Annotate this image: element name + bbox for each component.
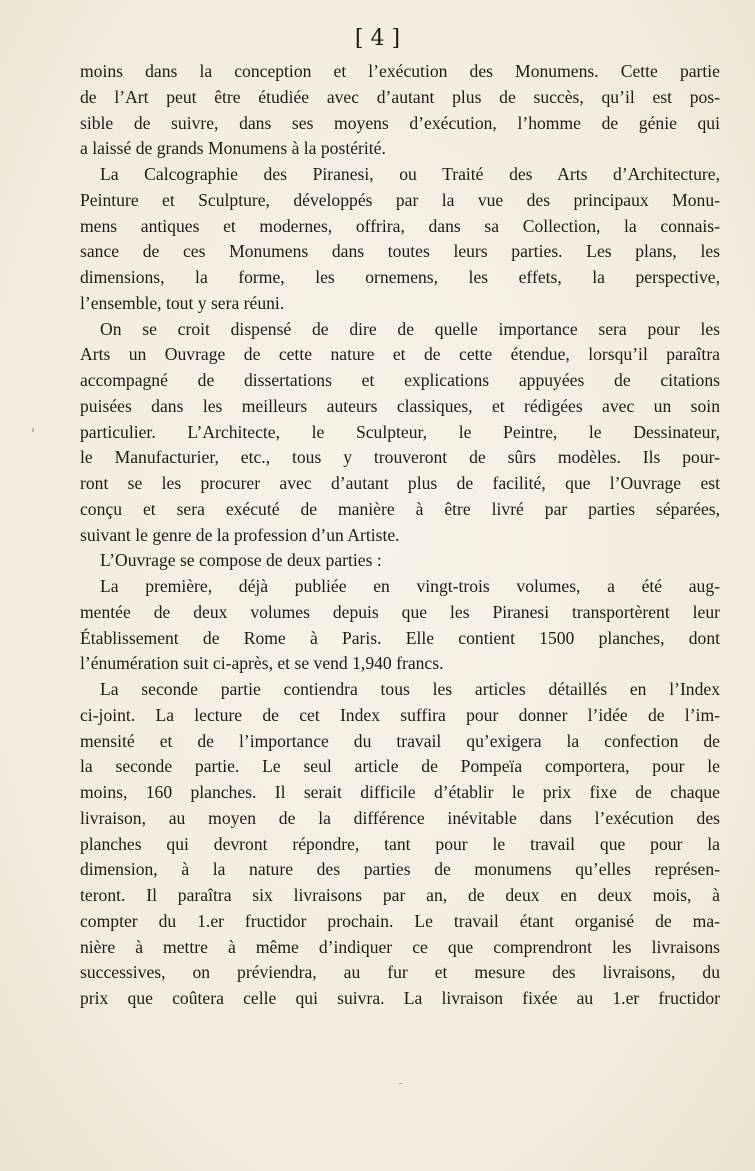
- text-line: ront se les procurer avec d’autant plus de facilité, que l’Ouvrage est: [80, 473, 720, 493]
- paragraph-first-line: La seconde partie contiendra tous les articles détaillés en l’Index: [100, 679, 720, 699]
- text-line: de l’Art peut être étudiée avec d’autant plus de succès, qu’il est pos-: [80, 86, 720, 107]
- text-line: moins, 160 planches. Il serait difficile d’établir le prix fixe de chaque: [80, 782, 720, 802]
- paragraph-first-line: La première, déjà publiée en vingt-trois volumes, a été aug-: [100, 576, 720, 596]
- text-line: Établissement de Rome à Paris. Elle contient 1500 planches, dont: [80, 627, 720, 648]
- paragraph-first-line: L’Ouvrage se compose de deux parties :: [100, 550, 382, 571]
- text-line: moins dans la conception et l’exécution des Monumens. Cette partie: [80, 61, 720, 81]
- text-line: mentée de deux volumes depuis que les Piranesi transportèrent leur: [80, 601, 720, 622]
- text-line: suivant le genre de la profession d’un Artiste.: [80, 524, 400, 545]
- text-line: prix que coûtera celle qui suivra. La livraison fixée au 1.er fructidor: [80, 988, 720, 1008]
- text-line: l’énumération suit ci-après, et se vend 1,940 francs.: [80, 653, 444, 674]
- text-line: nière à mettre à même d’indiquer ce que comprendront les livraisons: [80, 936, 720, 957]
- paper-speck: [398, 1083, 403, 1084]
- text-line: livraison, au moyen de la différence inévitable dans l’exécution des: [80, 807, 720, 828]
- text-line: le Manufacturier, etc., tous y trouveront de sûrs modèles. Ils pour-: [80, 447, 720, 468]
- text-line: mens antiques et modernes, offrira, dans sa Collection, la connais-: [80, 215, 720, 236]
- paragraph-first-line: La Calcographie des Piranesi, ou Traité des Arts d’Architecture,: [100, 164, 720, 184]
- text-line: conçu et sera exécuté de manière à être livré par parties séparées,: [80, 498, 720, 519]
- text-line: dimensions, la forme, les ornemens, les effets, la perspective,: [80, 267, 720, 287]
- text-line: mensité et de l’importance du travail qu’exigera la confection de: [80, 730, 720, 751]
- text-line: planches qui devront répondre, tant pour le travail que pour la: [80, 833, 720, 854]
- text-line: sance de ces Monumens dans toutes leurs parties. Les plans, les: [80, 241, 720, 262]
- paper-speck: [32, 428, 34, 432]
- text-line: teront. Il paraîtra six livraisons par an, de deux en deux mois, à: [80, 885, 720, 905]
- page-number: [ 4 ]: [354, 26, 401, 51]
- text-line: Peinture et Sculpture, développés par la vue des principaux Monu-: [80, 189, 720, 210]
- text-line: ci-joint. La lecture de cet Index suffira pour donner l’idée de l’im-: [80, 704, 720, 725]
- paragraph-first-line: On se croit dispensé de dire de quelle importance sera pour les: [100, 318, 720, 339]
- text-line: puisées dans les meilleurs auteurs classiques, et rédigées avec un soin: [80, 395, 720, 416]
- text-line: accompagné de dissertations et explications appuyées de citations: [80, 370, 720, 390]
- text-line: la seconde partie. Le seul article de Pompeïa comportera, pour le: [80, 756, 720, 777]
- text-line: compter du 1.er fructidor prochain. Le travail étant organisé de ma-: [80, 910, 720, 931]
- text-line: successives, on préviendra, au fur et mesure des livraisons, du: [80, 962, 720, 983]
- text-line: dimension, à la nature des parties de monumens qu’elles représen-: [80, 859, 720, 880]
- text-line: particulier. L’Architecte, le Sculpteur, le Peintre, le Dessinateur,: [80, 421, 720, 442]
- text-line: a laissé de grands Monumens à la postérité.: [80, 138, 386, 159]
- body-text: [80, 59, 720, 1012]
- text-line: Arts un Ouvrage de cette nature et de cette étendue, lorsqu’il paraîtra: [80, 344, 720, 365]
- text-line: sible de suivre, dans ses moyens d’exécution, l’homme de génie qui: [80, 112, 720, 133]
- text-line: l’ensemble, tout y sera réuni.: [80, 292, 285, 313]
